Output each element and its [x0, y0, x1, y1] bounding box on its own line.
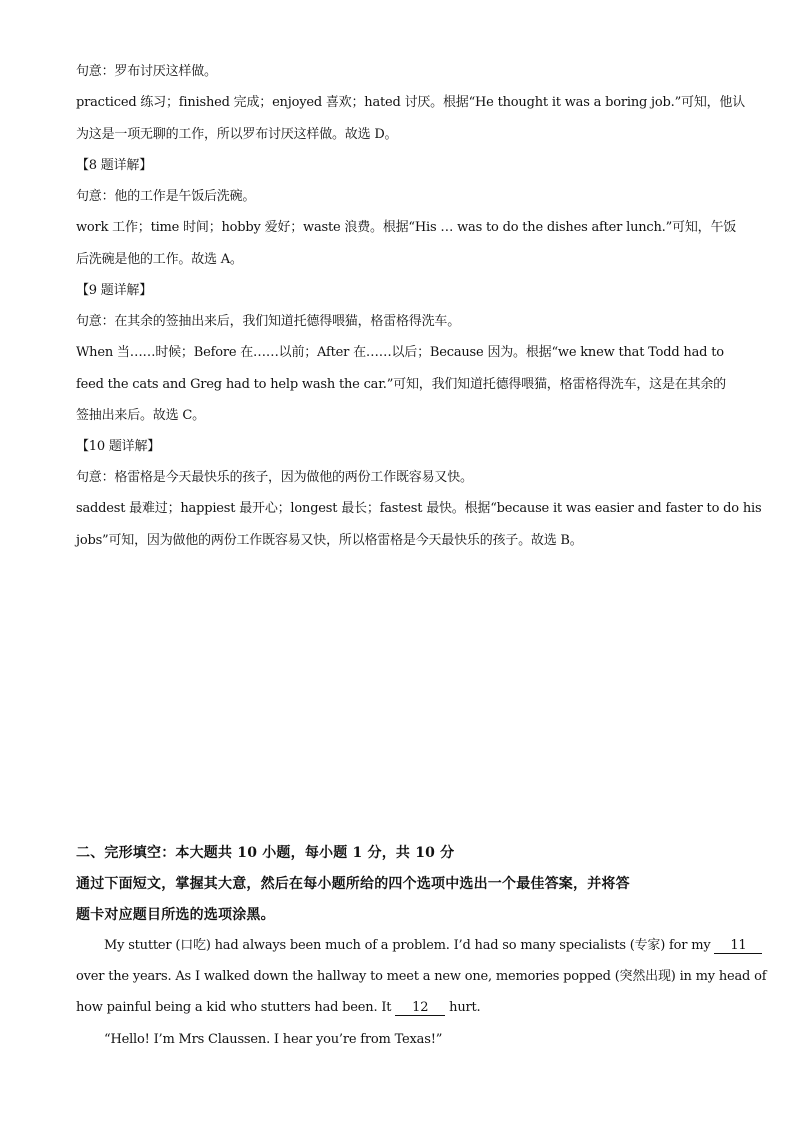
q8-heading: 【8 题详解】 [76, 158, 153, 173]
passage-dialogue-line: “Hello! I’m Mrs Claussen. I hear you’re from Texas!” [104, 1032, 443, 1047]
q10-analysis-line-2: jobs”可知，因为做他的两份工作既容易又快，所以格雷格是今天最快乐的孩子。故选 B。 [76, 533, 583, 548]
passage-line-1 [104, 938, 762, 954]
q9-analysis-line-1: When 当……时候；Before 在……以前；After 在……以后；Because 因为。根据“we knew that Todd had to [76, 345, 724, 360]
blank-11: 11 [714, 939, 762, 954]
q9-analysis-line-2: feed the cats and Greg had to help wash the car.”可知，我们知道托德得喂猫，格雷格得洗车，这是在其余的 [76, 377, 726, 392]
passage-line-3-text-a: how painful being a kid who stutters had been. It [76, 1000, 396, 1015]
passage-line-1-text: My stutter (口吃) had always been much of a problem. I’d had so many specialists (专家) for my [104, 938, 715, 953]
q7-analysis-line-1: practiced 练习；finished 完成；enjoyed 喜欢；hated 讨厌。根据“He thought it was a boring job.”可知，他认 [76, 95, 746, 110]
passage-line-3 [76, 1000, 480, 1016]
blank-12: 12 [395, 1001, 445, 1016]
q9-meaning: 句意：在其余的签抽出来后，我们知道托德得喂猫，格雷格得洗车。 [76, 314, 461, 329]
q10-meaning: 句意：格雷格是今天最快乐的孩子，因为做他的两份工作既容易又快。 [76, 470, 473, 485]
q8-analysis-line-2: 后洗碗是他的工作。故选 A。 [76, 252, 243, 267]
q9-heading: 【9 题详解】 [76, 283, 153, 298]
section2-instruction-line-1: 通过下面短文，掌握其大意，然后在每小题所给的四个选项中选出一个最佳答案，并将答 [76, 876, 630, 892]
section2-title: 二、完形填空：本大题共 10 小题，每小题 1 分，共 10 分 [76, 845, 455, 861]
section2-instruction-line-2: 题卡对应题目所选的选项涂黑。 [76, 907, 275, 923]
q8-meaning: 句意：他的工作是午饭后洗碗。 [76, 189, 256, 204]
q7-analysis-line-2: 为这是一项无聊的工作，所以罗布讨厌这样做。故选 D。 [76, 127, 398, 142]
q9-analysis-line-3: 签抽出来后。故选 C。 [76, 408, 205, 423]
q10-heading: 【10 题详解】 [76, 439, 161, 454]
q7-meaning: 句意：罗布讨厌这样做。 [76, 64, 217, 79]
passage-line-2: over the years. As I walked down the hallway to meet a new one, memories popped (突然出现) in my head of [76, 969, 767, 984]
q8-analysis-line-1: work 工作；time 时间；hobby 爱好；waste 浪费。根据“His … was to do the dishes after lunch.”可知，午饭 [76, 220, 737, 235]
passage-line-3-text-b: hurt. [445, 1000, 481, 1015]
q10-analysis-line-1: saddest 最难过；happiest 最开心；longest 最长；fastest 最快。根据“because it was easier and faster to do his [76, 501, 762, 516]
